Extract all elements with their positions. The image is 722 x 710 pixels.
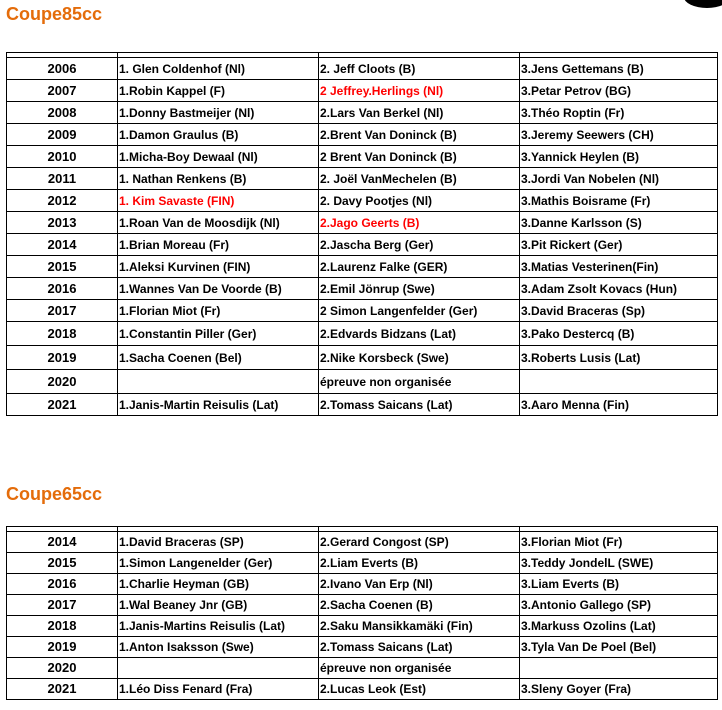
results-table-65cc (6, 526, 718, 700)
year-cell: 2018 (7, 616, 118, 637)
third-place-cell: 3.Petar Petrov (BG) (520, 80, 718, 102)
first-place-cell: 1.Roan Van de Moosdijk (Nl) (118, 212, 319, 234)
table-row (7, 58, 718, 80)
year-cell: 2010 (7, 146, 118, 168)
first-place-cell (118, 658, 319, 679)
first-place-cell: 1.Sacha Coenen (Bel) (118, 346, 319, 370)
first-place-cell: 1.Léo Diss Fenard (Fra) (118, 679, 319, 700)
year-cell: 2007 (7, 80, 118, 102)
first-place-cell: 1.Micha-Boy Dewaal (Nl) (118, 146, 319, 168)
year-cell: 2016 (7, 574, 118, 595)
corner-decoration (684, 0, 722, 8)
third-place-cell: 3.Tyla Van De Poel (Bel) (520, 637, 718, 658)
year-cell: 2015 (7, 256, 118, 278)
first-place-cell: 1.David Braceras (SP) (118, 532, 319, 553)
table-row (7, 168, 718, 190)
table-row (7, 212, 718, 234)
year-cell: 2014 (7, 234, 118, 256)
second-place-cell: 2.Emil Jönrup (Swe) (319, 278, 520, 300)
table-row (7, 300, 718, 322)
year-cell: 2013 (7, 212, 118, 234)
second-place-cell: 2.Tomass Saicans (Lat) (319, 637, 520, 658)
year-cell: 2017 (7, 300, 118, 322)
first-place-cell: 1.Simon Langenelder (Ger) (118, 553, 319, 574)
first-place-cell: 1. Nathan Renkens (B) (118, 168, 319, 190)
second-place-cell: 2 Jeffrey.Herlings (Nl) (319, 80, 520, 102)
second-place-cell: 2.Laurenz Falke (GER) (319, 256, 520, 278)
second-place-cell: 2.Lucas Leok (Est) (319, 679, 520, 700)
third-place-cell: 3.Danne Karlsson (S) (520, 212, 718, 234)
first-place-cell (118, 370, 319, 394)
first-place-cell: 1. Glen Coldenhof (Nl) (118, 58, 319, 80)
third-place-cell: 3.David Braceras (Sp) (520, 300, 718, 322)
first-place-cell: 1.Charlie Heyman (GB) (118, 574, 319, 595)
first-place-cell: 1.Donny Bastmeijer (Nl) (118, 102, 319, 124)
table-row (7, 658, 718, 679)
table-row (7, 124, 718, 146)
second-place-cell: 2 Simon Langenfelder (Ger) (319, 300, 520, 322)
third-place-cell: 3.Liam Everts (B) (520, 574, 718, 595)
second-place-cell: 2.Lars Van Berkel (Nl) (319, 102, 520, 124)
table-row (7, 278, 718, 300)
third-place-cell: 3.Aaro Menna (Fin) (520, 394, 718, 416)
third-place-cell: 3.Matias Vesterinen(Fin) (520, 256, 718, 278)
year-cell: 2006 (7, 58, 118, 80)
year-cell: 2015 (7, 553, 118, 574)
year-cell: 2021 (7, 394, 118, 416)
section-title-65cc: Coupe65cc (6, 484, 103, 504)
third-place-cell: 3.Pit Rickert (Ger) (520, 234, 718, 256)
third-place-cell: 3.Mathis Boisrame (Fr) (520, 190, 718, 212)
third-place-cell: 3.Pako Destercq (B) (520, 322, 718, 346)
second-place-cell: 2.Jascha Berg (Ger) (319, 234, 520, 256)
table-row (7, 322, 718, 346)
table-row (7, 595, 718, 616)
third-place-cell: 3.Jordi Van Nobelen (Nl) (520, 168, 718, 190)
second-place-cell: 2.Brent Van Doninck (B) (319, 124, 520, 146)
second-place-cell: 2. Joël VanMechelen (B) (319, 168, 520, 190)
year-cell: 2018 (7, 322, 118, 346)
second-place-cell: 2.Gerard Congost (SP) (319, 532, 520, 553)
first-place-cell: 1.Constantin Piller (Ger) (118, 322, 319, 346)
second-place-cell: 2. Davy Pootjes (Nl) (319, 190, 520, 212)
second-place-cell: 2.Saku Mansikkamäki (Fin) (319, 616, 520, 637)
table-row (7, 234, 718, 256)
first-place-cell: 1.Janis-Martins Reisulis (Lat) (118, 616, 319, 637)
first-place-cell: 1.Brian Moreau (Fr) (118, 234, 319, 256)
third-place-cell: 3.Antonio Gallego (SP) (520, 595, 718, 616)
table-row (7, 616, 718, 637)
year-cell: 2021 (7, 679, 118, 700)
year-cell: 2012 (7, 190, 118, 212)
first-place-cell: 1.Wannes Van De Voorde (B) (118, 278, 319, 300)
second-place-cell: épreuve non organisée (319, 370, 520, 394)
year-cell: 2011 (7, 168, 118, 190)
table-row (7, 637, 718, 658)
year-cell: 2020 (7, 370, 118, 394)
section-title-85cc: Coupe85cc (6, 4, 103, 24)
year-cell: 2017 (7, 595, 118, 616)
second-place-cell: épreuve non organisée (319, 658, 520, 679)
second-place-cell: 2.Jago Geerts (B) (319, 212, 520, 234)
third-place-cell: 3.Markuss Ozolins (Lat) (520, 616, 718, 637)
second-place-cell: 2.Tomass Saicans (Lat) (319, 394, 520, 416)
year-cell: 2016 (7, 278, 118, 300)
table-row (7, 80, 718, 102)
table-row (7, 146, 718, 168)
second-place-cell: 2.Ivano Van Erp (Nl) (319, 574, 520, 595)
table-row (7, 346, 718, 370)
year-cell: 2020 (7, 658, 118, 679)
third-place-cell: 3.Teddy JondelL (SWE) (520, 553, 718, 574)
third-place-cell: 3.Florian Miot (Fr) (520, 532, 718, 553)
table-row (7, 553, 718, 574)
table-row (7, 574, 718, 595)
table-row (7, 102, 718, 124)
year-cell: 2014 (7, 532, 118, 553)
table-row (7, 370, 718, 394)
first-place-cell: 1.Janis-Martin Reisulis (Lat) (118, 394, 319, 416)
first-place-cell: 1.Florian Miot (Fr) (118, 300, 319, 322)
second-place-cell: 2.Edvards Bidzans (Lat) (319, 322, 520, 346)
table-row (7, 532, 718, 553)
table-row (7, 256, 718, 278)
first-place-cell: 1.Damon Graulus (B) (118, 124, 319, 146)
year-cell: 2019 (7, 346, 118, 370)
second-place-cell: 2.Sacha Coenen (B) (319, 595, 520, 616)
third-place-cell (520, 370, 718, 394)
first-place-cell: 1. Kim Savaste (FIN) (118, 190, 319, 212)
second-place-cell: 2 Brent Van Doninck (B) (319, 146, 520, 168)
first-place-cell: 1.Anton Isaksson (Swe) (118, 637, 319, 658)
third-place-cell: 3.Théo Roptin (Fr) (520, 102, 718, 124)
third-place-cell: 3.Adam Zsolt Kovacs (Hun) (520, 278, 718, 300)
first-place-cell: 1.Wal Beaney Jnr (GB) (118, 595, 319, 616)
results-table-85cc (6, 52, 718, 416)
second-place-cell: 2.Nike Korsbeck (Swe) (319, 346, 520, 370)
year-cell: 2008 (7, 102, 118, 124)
third-place-cell: 3.Jens Gettemans (B) (520, 58, 718, 80)
table-row (7, 394, 718, 416)
first-place-cell: 1.Robin Kappel (F) (118, 80, 319, 102)
third-place-cell (520, 658, 718, 679)
third-place-cell: 3.Jeremy Seewers (CH) (520, 124, 718, 146)
first-place-cell: 1.Aleksi Kurvinen (FIN) (118, 256, 319, 278)
third-place-cell: 3.Yannick Heylen (B) (520, 146, 718, 168)
table-row (7, 190, 718, 212)
second-place-cell: 2.Liam Everts (B) (319, 553, 520, 574)
year-cell: 2019 (7, 637, 118, 658)
second-place-cell: 2. Jeff Cloots (B) (319, 58, 520, 80)
third-place-cell: 3.Sleny Goyer (Fra) (520, 679, 718, 700)
year-cell: 2009 (7, 124, 118, 146)
table-row (7, 679, 718, 700)
third-place-cell: 3.Roberts Lusis (Lat) (520, 346, 718, 370)
